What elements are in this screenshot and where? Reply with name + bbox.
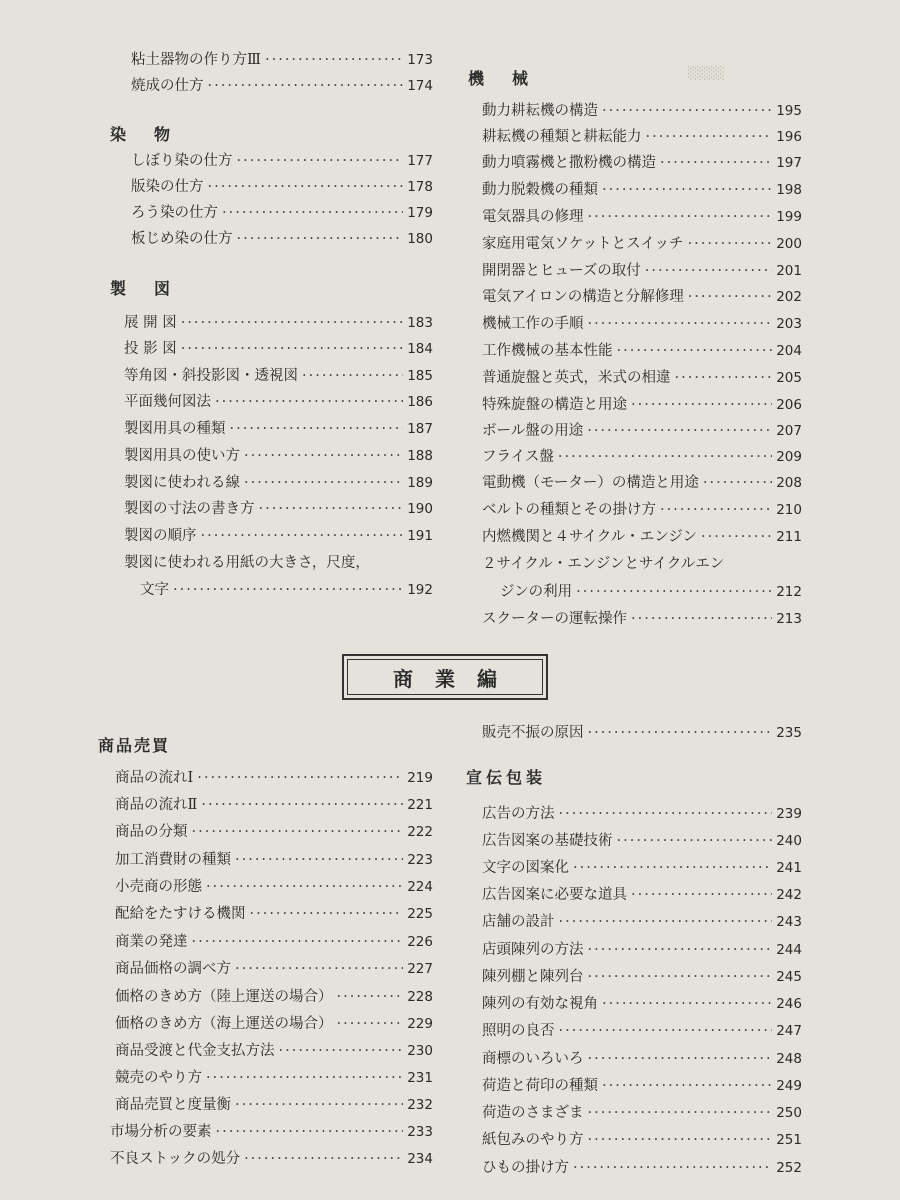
toc-entry xyxy=(482,1103,802,1123)
entry-page: 228 xyxy=(407,989,433,1005)
leader-dots xyxy=(576,582,772,602)
entry-page: 192 xyxy=(407,582,433,598)
leader-dots xyxy=(230,419,404,439)
entry-page: 226 xyxy=(407,934,433,950)
toc-entry xyxy=(482,858,802,878)
entry-title: 紙包みのやり方 xyxy=(482,1132,584,1148)
entry-page: 201 xyxy=(776,263,802,279)
toc-entry xyxy=(482,1049,802,1069)
leader-dots xyxy=(235,1095,403,1115)
entry-title-line1: 製図に使われる用紙の大きさ，尺度， xyxy=(124,555,370,571)
toc-entry xyxy=(482,341,802,361)
leader-dots xyxy=(237,151,404,171)
entry-title: 製図の順序 xyxy=(124,528,197,544)
entry-title: 小売商の形態 xyxy=(115,879,202,895)
entry-title: 荷造のさまざま xyxy=(482,1105,584,1121)
entry-title: 商業の発達 xyxy=(115,934,188,950)
leader-dots xyxy=(244,473,403,493)
entry-title: 商品の流れⅡ xyxy=(115,797,198,813)
entry-title: 照明の良否 xyxy=(482,1023,555,1039)
leader-dots xyxy=(660,500,772,520)
entry-title: 店頭陳列の方法 xyxy=(482,942,584,958)
entry-page: 174 xyxy=(407,78,433,94)
entry-title: 等角図・斜投影図・透視図 xyxy=(124,368,298,384)
leader-dots xyxy=(660,153,772,173)
leader-dots xyxy=(244,446,403,466)
entry-page: 204 xyxy=(776,343,802,359)
leader-dots xyxy=(302,366,403,386)
entry-page: 186 xyxy=(407,394,433,410)
leader-dots xyxy=(588,314,773,334)
leader-dots xyxy=(250,904,404,924)
section-heading-trade: 商品売買 xyxy=(98,736,171,755)
leader-dots xyxy=(235,959,403,979)
entry-title: 不良ストックの処分 xyxy=(110,1151,241,1167)
leader-dots xyxy=(279,1041,404,1061)
entry-title: 文字の図案化 xyxy=(482,860,569,876)
entry-title: 普通旋盤と英式，米式の相違 xyxy=(482,370,671,386)
leader-dots xyxy=(237,229,404,249)
leader-dots xyxy=(701,527,772,547)
entry-page: 207 xyxy=(776,423,802,439)
toc-entry xyxy=(482,609,802,629)
toc-entry xyxy=(115,1068,433,1088)
toc-entry xyxy=(110,1122,433,1142)
entry-page: 198 xyxy=(776,182,802,198)
entry-page: 199 xyxy=(776,209,802,225)
leader-dots xyxy=(206,1068,403,1088)
toc-entry xyxy=(124,446,433,466)
leader-dots xyxy=(259,499,404,519)
entry-page: 249 xyxy=(776,1078,802,1094)
toc-entry xyxy=(131,229,433,249)
leader-dots xyxy=(588,1049,773,1069)
entry-title: 配給をたすける機関 xyxy=(115,906,246,922)
leader-dots xyxy=(337,1014,404,1034)
entry-page: 233 xyxy=(407,1124,433,1140)
entry-title: 展 開 図 xyxy=(124,315,177,331)
leader-dots xyxy=(216,1122,404,1142)
entry-title: 版染の仕方 xyxy=(131,179,204,195)
toc-entry xyxy=(482,804,802,824)
entry-title: 特殊旋盤の構造と用途 xyxy=(482,397,627,413)
entry-page: 205 xyxy=(776,370,802,386)
entry-page: 219 xyxy=(407,770,433,786)
leader-dots xyxy=(602,101,772,121)
leader-dots xyxy=(265,50,403,70)
leader-dots xyxy=(573,858,772,878)
leader-dots xyxy=(181,313,403,333)
entry-page: 224 xyxy=(407,879,433,895)
entry-page: 246 xyxy=(776,996,802,1012)
entry-page: 247 xyxy=(776,1023,802,1039)
entry-page: 210 xyxy=(776,502,802,518)
toc-entry xyxy=(500,582,802,602)
toc-entry xyxy=(115,877,433,897)
entry-page: 240 xyxy=(776,833,802,849)
entry-title: ろう染の仕方 xyxy=(131,205,218,221)
toc-entry xyxy=(482,500,802,520)
toc-entry xyxy=(115,768,433,788)
entry-title-line2: 文字 xyxy=(140,582,169,598)
entry-page: 189 xyxy=(407,475,433,491)
entry-page: 243 xyxy=(776,914,802,930)
entry-page: 180 xyxy=(407,231,433,247)
leader-dots xyxy=(703,473,772,493)
leader-dots xyxy=(173,580,403,600)
toc-entry xyxy=(131,50,433,70)
leader-dots xyxy=(201,795,403,815)
leader-dots xyxy=(631,885,772,905)
entry-title: 商品受渡と代金支払方法 xyxy=(115,1043,275,1059)
entry-title: フライス盤 xyxy=(482,449,554,465)
leader-dots xyxy=(617,831,773,851)
toc-entry xyxy=(124,366,433,386)
entry-title-line1: ２サイクル・エンジンとサイクルエン xyxy=(482,556,725,572)
leader-dots xyxy=(588,1130,773,1150)
leader-dots xyxy=(559,1021,773,1041)
part-banner-label: 商業編 xyxy=(347,659,543,695)
entry-page: 184 xyxy=(407,341,433,357)
entry-page: 232 xyxy=(407,1097,433,1113)
leader-dots xyxy=(208,177,404,197)
toc-entry xyxy=(482,940,802,960)
entry-title: 市場分析の要素 xyxy=(110,1124,212,1140)
toc-entry xyxy=(482,207,802,227)
leader-dots xyxy=(235,850,403,870)
toc-entry xyxy=(482,1130,802,1150)
toc-entry xyxy=(124,419,433,439)
leader-dots xyxy=(588,207,773,227)
entry-page: 178 xyxy=(407,179,433,195)
toc-entry xyxy=(482,885,802,905)
leader-dots xyxy=(587,421,772,441)
entry-title: 商品価格の調べ方 xyxy=(115,961,231,977)
toc-entry xyxy=(482,1158,802,1178)
entry-title: 耕耘機の種類と耕耘能力 xyxy=(482,129,642,145)
entry-title: 陳列棚と陳列台 xyxy=(482,969,584,985)
entry-title: ひもの掛け方 xyxy=(482,1160,569,1176)
leader-dots xyxy=(688,287,772,307)
entry-page: 173 xyxy=(407,52,433,68)
entry-title: ベルトの種類とその掛け方 xyxy=(482,502,656,518)
entry-title: 広告の方法 xyxy=(482,806,555,822)
leader-dots xyxy=(631,609,772,629)
leader-dots xyxy=(192,932,404,952)
toc-entry xyxy=(124,313,433,333)
entry-title: 商標のいろいろ xyxy=(482,1051,584,1067)
toc-entry xyxy=(115,932,433,952)
leader-dots xyxy=(222,203,403,223)
toc-entry xyxy=(131,76,433,96)
entry-page: 212 xyxy=(776,584,802,600)
toc-entry xyxy=(482,447,802,467)
leader-dots xyxy=(192,822,404,842)
entry-page: 223 xyxy=(407,852,433,868)
leader-dots xyxy=(201,526,404,546)
toc-entry xyxy=(115,822,433,842)
entry-title: 競売のやり方 xyxy=(115,1070,202,1086)
entry-title: 電気器具の修理 xyxy=(482,209,584,225)
leader-dots xyxy=(588,723,773,743)
toc-entry xyxy=(482,314,802,334)
leader-dots xyxy=(631,395,772,415)
leader-dots xyxy=(181,339,403,359)
entry-page: 235 xyxy=(776,725,802,741)
entry-page: 244 xyxy=(776,942,802,958)
toc-entry xyxy=(131,177,433,197)
toc-entry xyxy=(482,368,802,388)
entry-title: 荷造と荷印の種類 xyxy=(482,1078,598,1094)
entry-page: 252 xyxy=(776,1160,802,1176)
leader-dots xyxy=(602,180,772,200)
entry-page: 230 xyxy=(407,1043,433,1059)
bleed-through-text: ░░░░ xyxy=(688,66,725,80)
entry-page: 185 xyxy=(407,368,433,384)
entry-page: 188 xyxy=(407,448,433,464)
leader-dots xyxy=(688,234,772,254)
leader-dots xyxy=(573,1158,772,1178)
part-banner xyxy=(342,654,548,700)
entry-title: スクーターの運転操作 xyxy=(482,611,627,627)
toc-entry xyxy=(124,499,433,519)
leader-dots xyxy=(602,1076,772,1096)
entry-page: 231 xyxy=(407,1070,433,1086)
toc-entry xyxy=(482,473,802,493)
entry-page: 234 xyxy=(407,1151,433,1167)
entry-title: 動力脱穀機の種類 xyxy=(482,182,598,198)
entry-title: 広告図案の基礎技術 xyxy=(482,833,613,849)
leader-dots xyxy=(559,804,773,824)
entry-title: 販売不振の原因 xyxy=(482,725,584,741)
leader-dots xyxy=(588,1103,773,1123)
toc-entry xyxy=(124,339,433,359)
leader-dots xyxy=(602,994,772,1014)
toc-entry xyxy=(115,987,433,1007)
toc-entry xyxy=(115,959,433,979)
toc-entry xyxy=(482,180,802,200)
entry-page: 248 xyxy=(776,1051,802,1067)
entry-title: 店舗の設計 xyxy=(482,914,555,930)
leader-dots xyxy=(675,368,773,388)
entry-title: 製図に使われる線 xyxy=(124,475,240,491)
toc-entry xyxy=(482,723,802,743)
entry-page: 197 xyxy=(776,155,802,171)
entry-title: 板じめ染の仕方 xyxy=(131,231,233,247)
entry-title: 商品の流れⅠ xyxy=(115,770,194,786)
entry-title: 粘土器物の作り方Ⅲ xyxy=(131,52,261,68)
entry-title: 開閉器とヒューズの取付 xyxy=(482,263,641,279)
entry-page: 242 xyxy=(776,887,802,903)
leader-dots xyxy=(208,76,404,96)
entry-title: 商品の分類 xyxy=(115,824,188,840)
toc-entry xyxy=(482,287,802,307)
entry-page: 203 xyxy=(776,316,802,332)
leader-dots xyxy=(558,447,772,467)
toc-entry xyxy=(482,101,802,121)
toc-entry xyxy=(482,421,802,441)
entry-page: 221 xyxy=(407,797,433,813)
leader-dots xyxy=(588,967,773,987)
toc-entry xyxy=(124,473,433,493)
leader-dots xyxy=(617,341,773,361)
entry-title-line2: ジンの利用 xyxy=(500,584,573,600)
entry-page: 239 xyxy=(776,806,802,822)
toc-entry xyxy=(124,392,433,412)
toc-entry xyxy=(115,904,433,924)
entry-page: 200 xyxy=(776,236,802,252)
entry-page: 183 xyxy=(407,315,433,331)
entry-page: 202 xyxy=(776,289,802,305)
entry-page: 187 xyxy=(407,421,433,437)
toc-entry xyxy=(482,1076,802,1096)
section-heading-dyeing: 染物 xyxy=(110,125,199,144)
entry-title: 製図用具の種類 xyxy=(124,421,226,437)
toc-entry xyxy=(482,967,802,987)
entry-page: 177 xyxy=(407,153,433,169)
entry-title: 陳列の有効な視角 xyxy=(482,996,598,1012)
entry-page: 208 xyxy=(776,475,802,491)
toc-entry xyxy=(115,1041,433,1061)
entry-title: 家庭用電気ソケットとスイッチ xyxy=(482,236,684,252)
toc-entry xyxy=(482,831,802,851)
entry-title: 工作機械の基本性能 xyxy=(482,343,613,359)
toc-entry xyxy=(482,994,802,1014)
entry-title: ボール盤の用途 xyxy=(482,423,584,439)
leader-dots xyxy=(646,127,773,147)
toc-entry xyxy=(482,1021,802,1041)
section-heading-drafting: 製図 xyxy=(110,279,199,298)
entry-title: 焼成の仕方 xyxy=(131,78,204,94)
leader-dots xyxy=(588,940,773,960)
entry-title: 価格のきめ方（海上運送の場合） xyxy=(115,1016,333,1032)
entry-title: 電気アイロンの構造と分解修理 xyxy=(482,289,684,305)
leader-dots xyxy=(337,987,404,1007)
section-heading-advertising: 宣伝包装 xyxy=(466,768,547,787)
toc-entry xyxy=(131,151,433,171)
entry-title: 商品売買と度量衡 xyxy=(115,1097,231,1113)
entry-title: 平面幾何図法 xyxy=(124,394,211,410)
entry-title: 投 影 図 xyxy=(124,341,177,357)
toc-entry xyxy=(115,1014,433,1034)
entry-title: 価格のきめ方（陸上運送の場合） xyxy=(115,989,333,1005)
entry-page: 206 xyxy=(776,397,802,413)
leader-dots xyxy=(197,768,403,788)
entry-page: 196 xyxy=(776,129,802,145)
entry-page: 225 xyxy=(407,906,433,922)
leader-dots xyxy=(206,877,403,897)
toc-entry xyxy=(482,153,802,173)
leader-dots xyxy=(559,912,773,932)
entry-page: 190 xyxy=(407,501,433,517)
entry-page: 241 xyxy=(776,860,802,876)
section-heading-machine: 機械 xyxy=(468,69,557,88)
leader-dots xyxy=(645,261,772,281)
toc-entry xyxy=(115,1095,433,1115)
toc-entry xyxy=(482,912,802,932)
entry-title: 内燃機関と４サイクル・エンジン xyxy=(482,529,698,545)
entry-title: 製図用具の使い方 xyxy=(124,448,240,464)
toc-entry xyxy=(115,850,433,870)
toc-entry xyxy=(482,527,802,547)
entry-page: 227 xyxy=(407,961,433,977)
toc-entry xyxy=(124,526,433,546)
entry-page: 213 xyxy=(776,611,802,627)
entry-title: 機械工作の手順 xyxy=(482,316,584,332)
toc-entry xyxy=(482,234,802,254)
entry-page: 211 xyxy=(776,529,802,545)
toc-entry xyxy=(140,580,433,600)
toc-entry xyxy=(131,203,433,223)
toc-entry xyxy=(110,1149,433,1169)
entry-page: 222 xyxy=(407,824,433,840)
toc-entry xyxy=(115,795,433,815)
entry-page: 229 xyxy=(407,1016,433,1032)
entry-title: 電動機（モーター）の構造と用途 xyxy=(482,475,699,491)
toc-entry xyxy=(482,127,802,147)
entry-title: 加工消費財の種類 xyxy=(115,852,231,868)
entry-page: 245 xyxy=(776,969,802,985)
entry-page: 209 xyxy=(776,449,802,465)
entry-title: しぼり染の仕方 xyxy=(131,153,233,169)
entry-page: 191 xyxy=(407,528,433,544)
entry-page: 195 xyxy=(776,103,802,119)
entry-title: 製図の寸法の書き方 xyxy=(124,501,255,517)
entry-page: 251 xyxy=(776,1132,802,1148)
entry-title: 動力耕耘機の構造 xyxy=(482,103,598,119)
toc-entry xyxy=(482,395,802,415)
leader-dots xyxy=(244,1149,403,1169)
leader-dots xyxy=(215,392,403,412)
entry-page: 179 xyxy=(407,205,433,221)
toc-entry xyxy=(482,261,802,281)
entry-page: 250 xyxy=(776,1105,802,1121)
entry-title: 広告図案に必要な道具 xyxy=(482,887,627,903)
entry-title: 動力噴霧機と撒粉機の構造 xyxy=(482,155,656,171)
